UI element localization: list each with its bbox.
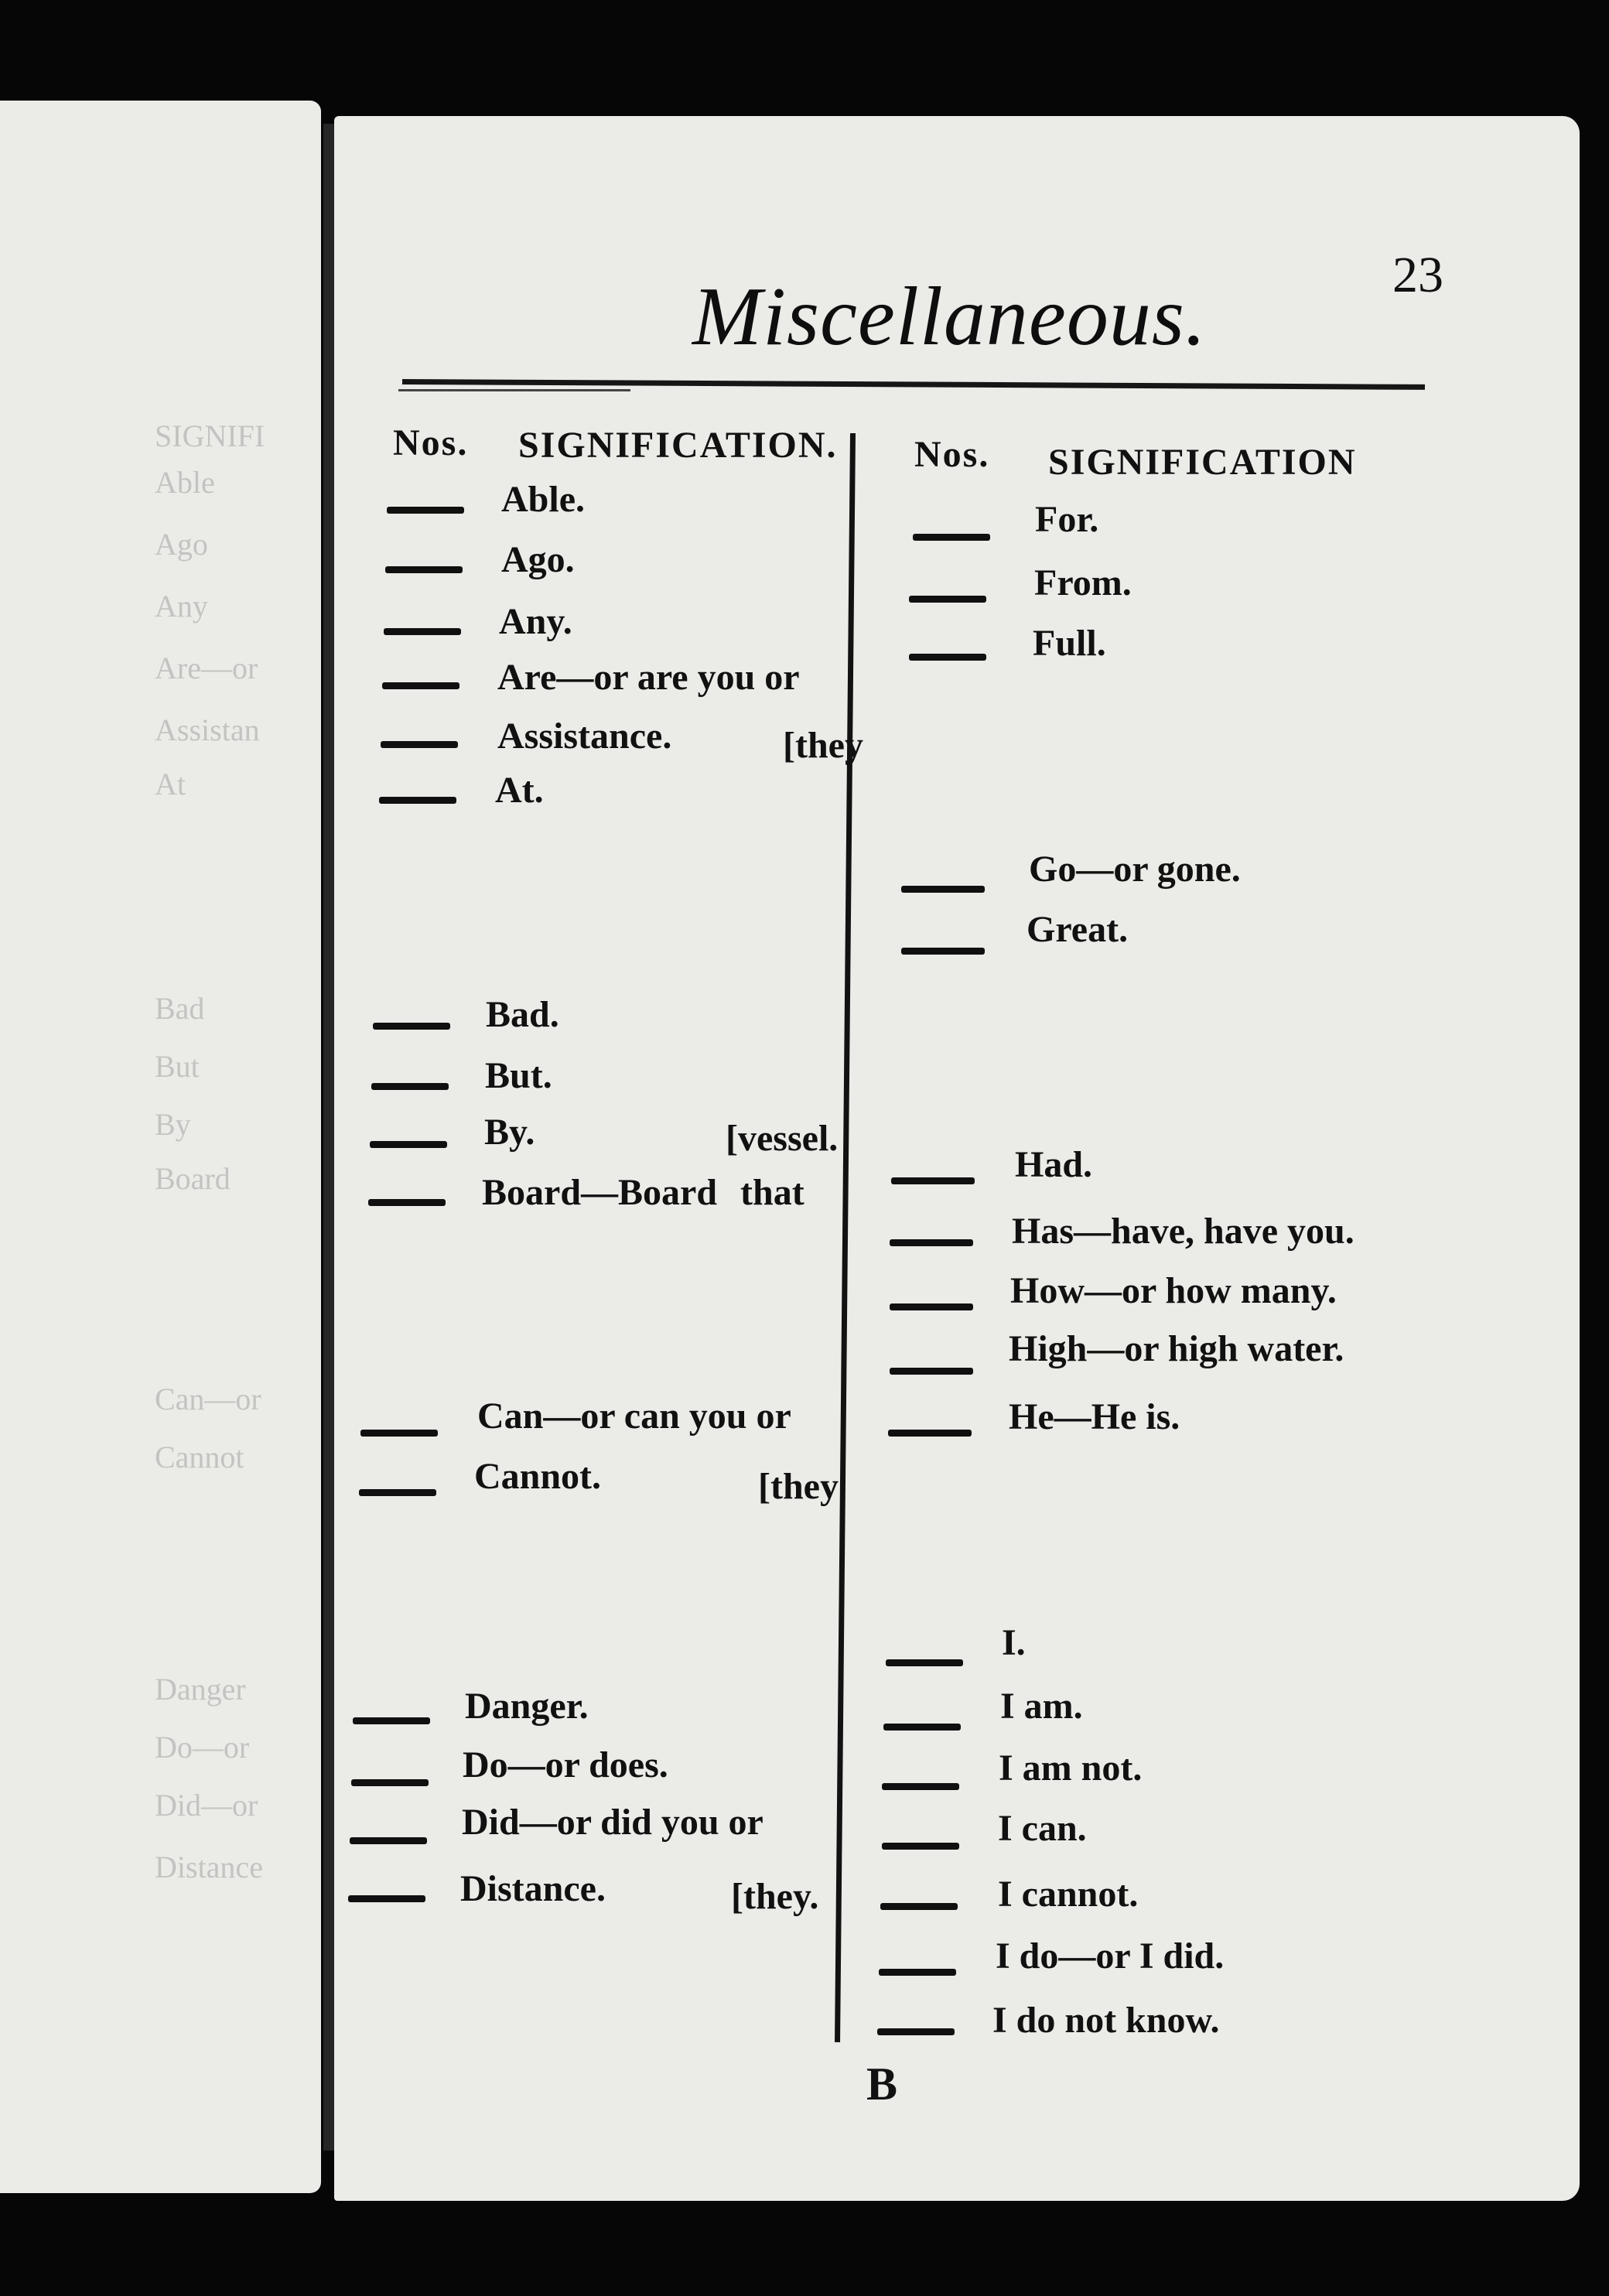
right-entry: I am. (1000, 1686, 1083, 1727)
number-blank (353, 1717, 430, 1724)
number-blank (368, 1199, 446, 1206)
ghost-line: Ago (155, 527, 208, 562)
right-entry: How—or how many. (1010, 1270, 1337, 1311)
left-entry: Able. (501, 479, 585, 520)
ghost-line: Able (155, 465, 215, 500)
number-blank (890, 1368, 973, 1375)
left-header-nos: Nos. (393, 422, 469, 463)
left-entry: Did—or did you or (462, 1802, 764, 1843)
left-entry: By. (484, 1112, 535, 1153)
number-blank (890, 1303, 973, 1310)
right-entry: I can. (998, 1808, 1087, 1849)
left-entry: Can—or can you or (477, 1396, 791, 1437)
title-rule-shadow (398, 389, 630, 391)
number-blank (888, 1430, 972, 1437)
number-blank (384, 628, 461, 635)
left-entry-continuation: [they (758, 1466, 839, 1507)
left-entry-continuation: [they (783, 725, 863, 766)
right-entry: Full. (1033, 623, 1106, 664)
ghost-line: At (155, 767, 186, 801)
number-blank (351, 1779, 429, 1786)
left-entry: Cannot. (474, 1456, 602, 1497)
number-blank (381, 741, 458, 748)
ghost-line: Board (155, 1161, 231, 1196)
left-entry: Danger. (465, 1686, 589, 1727)
number-blank (901, 886, 985, 893)
right-entry: Go—or gone. (1029, 849, 1241, 890)
signature-mark: B (866, 2059, 898, 2110)
right-entry: I. (1002, 1622, 1026, 1663)
number-blank (901, 948, 985, 955)
number-blank (373, 1023, 450, 1030)
number-blank (877, 2028, 955, 2035)
page-title: Miscellaneous. (692, 271, 1207, 363)
number-blank (385, 566, 463, 573)
number-blank (360, 1430, 438, 1437)
number-blank (879, 1969, 956, 1976)
left-entry: At. (495, 770, 544, 811)
right-entry: Had. (1015, 1144, 1093, 1185)
right-header-nos: Nos. (914, 434, 990, 475)
right-entry: Has—have, have you. (1012, 1211, 1354, 1252)
ghost-line: Are—or (155, 651, 258, 685)
ghost-line: By (155, 1107, 191, 1142)
ghost-line: Danger (155, 1672, 246, 1707)
right-entry: Great. (1027, 909, 1129, 950)
left-entry: Are—or are you or (497, 657, 800, 698)
right-entry: High—or high water. (1009, 1328, 1344, 1369)
number-blank (382, 682, 459, 689)
left-entry-continuation: [they. (731, 1876, 819, 1917)
ghost-line: Cannot (155, 1440, 244, 1474)
number-blank (909, 596, 986, 603)
right-entry: For. (1035, 499, 1099, 540)
number-blank (387, 507, 464, 514)
left-entry: Any. (499, 601, 572, 642)
left-entry: Ago. (501, 539, 575, 580)
ghost-line: Can—or (155, 1382, 261, 1416)
right-entry: I am not. (999, 1748, 1143, 1789)
bleed-through-text (0, 101, 321, 2193)
right-entry: From. (1034, 562, 1132, 603)
left-entry: But. (485, 1055, 552, 1096)
ghost-line: SIGNIFI (155, 419, 265, 453)
page-number: 23 (1392, 247, 1443, 303)
ghost-line: Did—or (155, 1788, 258, 1823)
right-entry: I do—or I did. (996, 1936, 1225, 1977)
number-blank (379, 797, 456, 804)
right-entry: I cannot. (998, 1874, 1139, 1915)
right-entry: He—He is. (1009, 1396, 1180, 1437)
number-blank (359, 1489, 436, 1496)
number-blank (370, 1141, 447, 1148)
number-blank (883, 1724, 961, 1731)
ghost-line: Do—or (155, 1730, 250, 1765)
left-entry: Assistance. (497, 716, 672, 757)
ghost-line: Distance (155, 1850, 263, 1884)
number-blank (371, 1083, 449, 1090)
number-blank (909, 654, 986, 661)
left-entry: Do—or does. (463, 1744, 668, 1785)
number-blank (350, 1837, 427, 1844)
number-blank (880, 1903, 958, 1910)
left-entry: Bad. (486, 994, 559, 1035)
left-entry-continuation: [vessel. (726, 1118, 839, 1159)
left-entry: Board—Board that (482, 1172, 804, 1213)
left-header-signification: SIGNIFICATION. (518, 425, 838, 466)
left-entry: Distance. (460, 1868, 606, 1909)
right-header-signification: SIGNIFICATION (1048, 442, 1357, 483)
facing-page (0, 101, 321, 2193)
number-blank (882, 1843, 959, 1850)
right-entry: I do not know. (992, 2000, 1220, 2041)
ghost-line: Any (155, 589, 208, 624)
number-blank (348, 1895, 425, 1902)
number-blank (913, 534, 990, 541)
ghost-line: But (155, 1049, 200, 1084)
number-blank (882, 1783, 959, 1790)
number-blank (890, 1239, 973, 1246)
number-blank (891, 1177, 975, 1184)
ghost-line: Assistan (155, 712, 260, 747)
ghost-line: Bad (155, 991, 205, 1026)
number-blank (886, 1659, 963, 1666)
